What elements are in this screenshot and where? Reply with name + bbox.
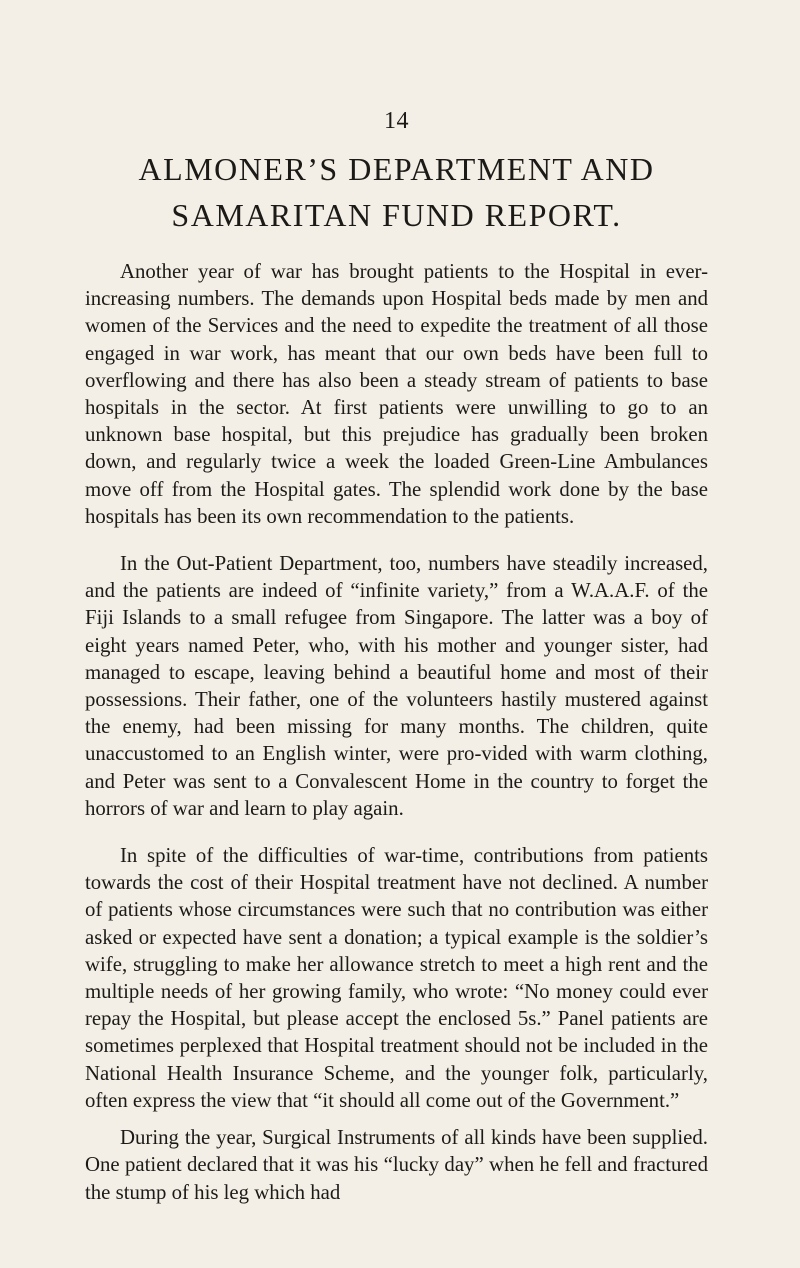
title-line-1: ALMONER’S DEPARTMENT AND bbox=[138, 151, 655, 187]
paragraph-contributions: In spite of the difficulties of war-time, contributions from patients towards the cost of their Hospital treatment have not declined. A number of patients whose circumstances were such that no contribution was either asked or expected have sent a donation; a typical example is the soldier’s wife, struggling to make her allowance stretch to meet a high rent and the multiple needs of her growing family, who wrote: “No money could ever repay the Hospital, but please accept the enclosed 5s.” Panel patients are sometimes perplexed that Hospital treatment should not be included in the National Health Insurance Scheme, and the younger folk, particularly, often express the view that “it should all come out of the Government.” bbox=[85, 844, 708, 1112]
page-title bbox=[85, 146, 708, 238]
page-number: 14 bbox=[384, 108, 409, 134]
title-line-2: SAMARITAN FUND REPORT. bbox=[171, 197, 622, 233]
paragraph-war-patients: Another year of war has brought patients to the Hospital in ever-increasing numbers. The demands upon Hospital beds made by men and women of the Services and the need to expedite the treatment of all those engaged in war work, has meant that our own beds have been full to overflowing and there has also been a steady stream of patients to base hospitals in the sector. At first patients were unwilling to go to an unknown base hospital, but this prejudice has gradually been broken down, and regularly twice a week the loaded Green-Line Ambulances move off from the Hospital gates. The splendid work done by the base hospitals has been its own recommendation to the patients. bbox=[85, 260, 708, 528]
report-body bbox=[85, 258, 708, 1206]
paragraph-surgical-instruments: During the year, Surgical Instruments of all kinds have been supplied. One patient declared that it was his “lucky day” when he fell and fractured the stump of his leg which had bbox=[85, 1126, 708, 1204]
paragraph-out-patient-department: In the Out-Patient Department, too, numbers have steadily increased, and the patients are indeed of “infinite variety,” from a W.A.A.F. of the Fiji Islands to a small refugee from Singapore. The latter was a boy of eight years named Peter, who, with his mother and younger sister, had managed to escape, leaving behind a beautiful home and most of their possessions. Their father, one of the volunteers hastily mustered against the enemy, had been missing for many months. The children, quite unaccustomed to an English winter, were pro-vided with warm clothing, and Peter was sent to a Convalescent Home in the country to forget the horrors of war and learn to play again. bbox=[85, 552, 708, 820]
